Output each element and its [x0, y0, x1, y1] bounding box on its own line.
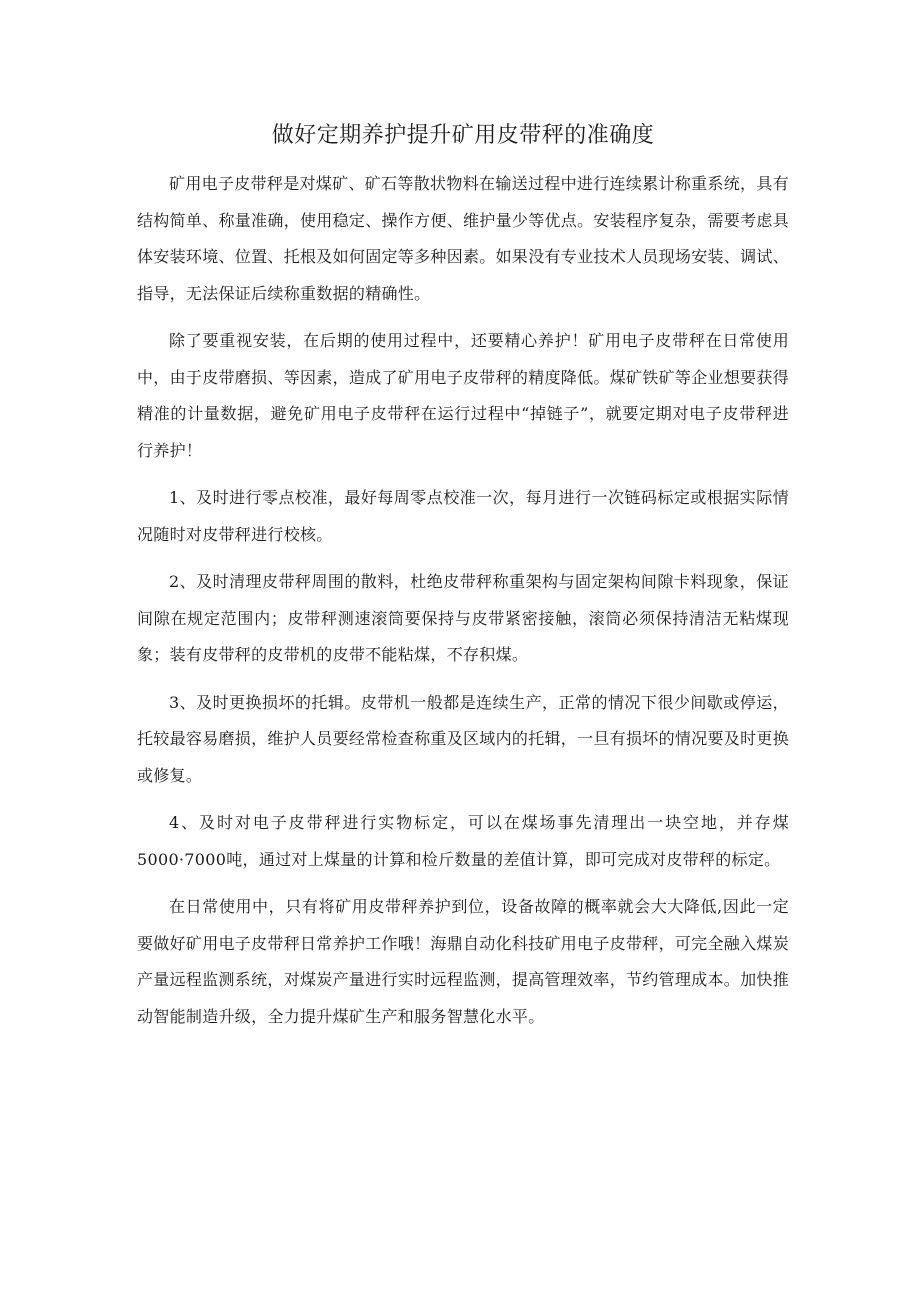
document-page	[137, 118, 789, 1046]
paragraph-maintenance: 除了要重视安装，在后期的使用过程中，还要精心养护！矿用电子皮带秤在日常使用中，由于皮带磨损、等因素，造成了矿用电子皮带秤的精度降低。煤矿铁矿等企业想要获得精准的计量数据，避免矿用电子皮带秤在运行过程中“掉链子”，就要定期对电子皮带秤进行养护！	[137, 331, 790, 460]
paragraph-item-2: 2、及时清理皮带秤周围的散料，杜绝皮带秤称重架构与固定架构间隙卡料现象，保证间隙在规定范围内；皮带秤测速滚筒要保持与皮带紧密接触，滚筒必须保持清洁无粘煤现象；装有皮带秤的皮带机的皮带不能粘煤，不存积煤。	[137, 572, 789, 664]
paragraph-item-3: 3、及时更换损坏的托辑。皮带机一般都是连续生产，正常的情况下很少间歇或停运，托较最容易磨损，维护人员要经常检查称重及区域内的托辑，一旦有损坏的情况要及时更换或修复。	[137, 692, 790, 785]
paragraph-conclusion: 在日常使用中，只有将矿用皮带秤养护到位，设备故障的概率就会大大降低,因此一定要做好矿用电子皮带秤日常养护工作哦！海鼎自动化科技矿用电子皮带秤，可完全融入煤炭产量远程监测系统，对煤炭产量进行实时远程监测，提高管理效率，节约管理成本。加快推动智能制造升级，全力提升煤矿生产和服务智慧化水平。	[137, 897, 790, 1026]
document-title: 做好定期养护提升矿用皮带秤的准确度	[271, 123, 655, 148]
paragraph-intro: 矿用电子皮带秤是对煤矿、矿石等散状物料在输送过程中进行连续累计称重系统，具有结构简单、称量准确，使用稳定、操作方便、维护量少等优点。安装程序复杂，需要考虑具体安装环境、位置、托根及如何固定等多种因素。如果没有专业技术人员现场安装、调试、指导，无法保证后续称重数据的精确性。	[137, 174, 790, 303]
paragraph-item-4: 4、及时对电子皮带秤进行实物标定，可以在煤场事先清理出一块空地，并存煤5000·7000吨，通过对上煤量的计算和检斤数量的差值计算，即可完成对皮带秤的标定。	[137, 813, 789, 869]
paragraph-item-1: 1、及时进行零点校准，最好每周零点校准一次，每月进行一次链码标定或根据实际情况随时对皮带秤进行校核。	[137, 488, 789, 544]
